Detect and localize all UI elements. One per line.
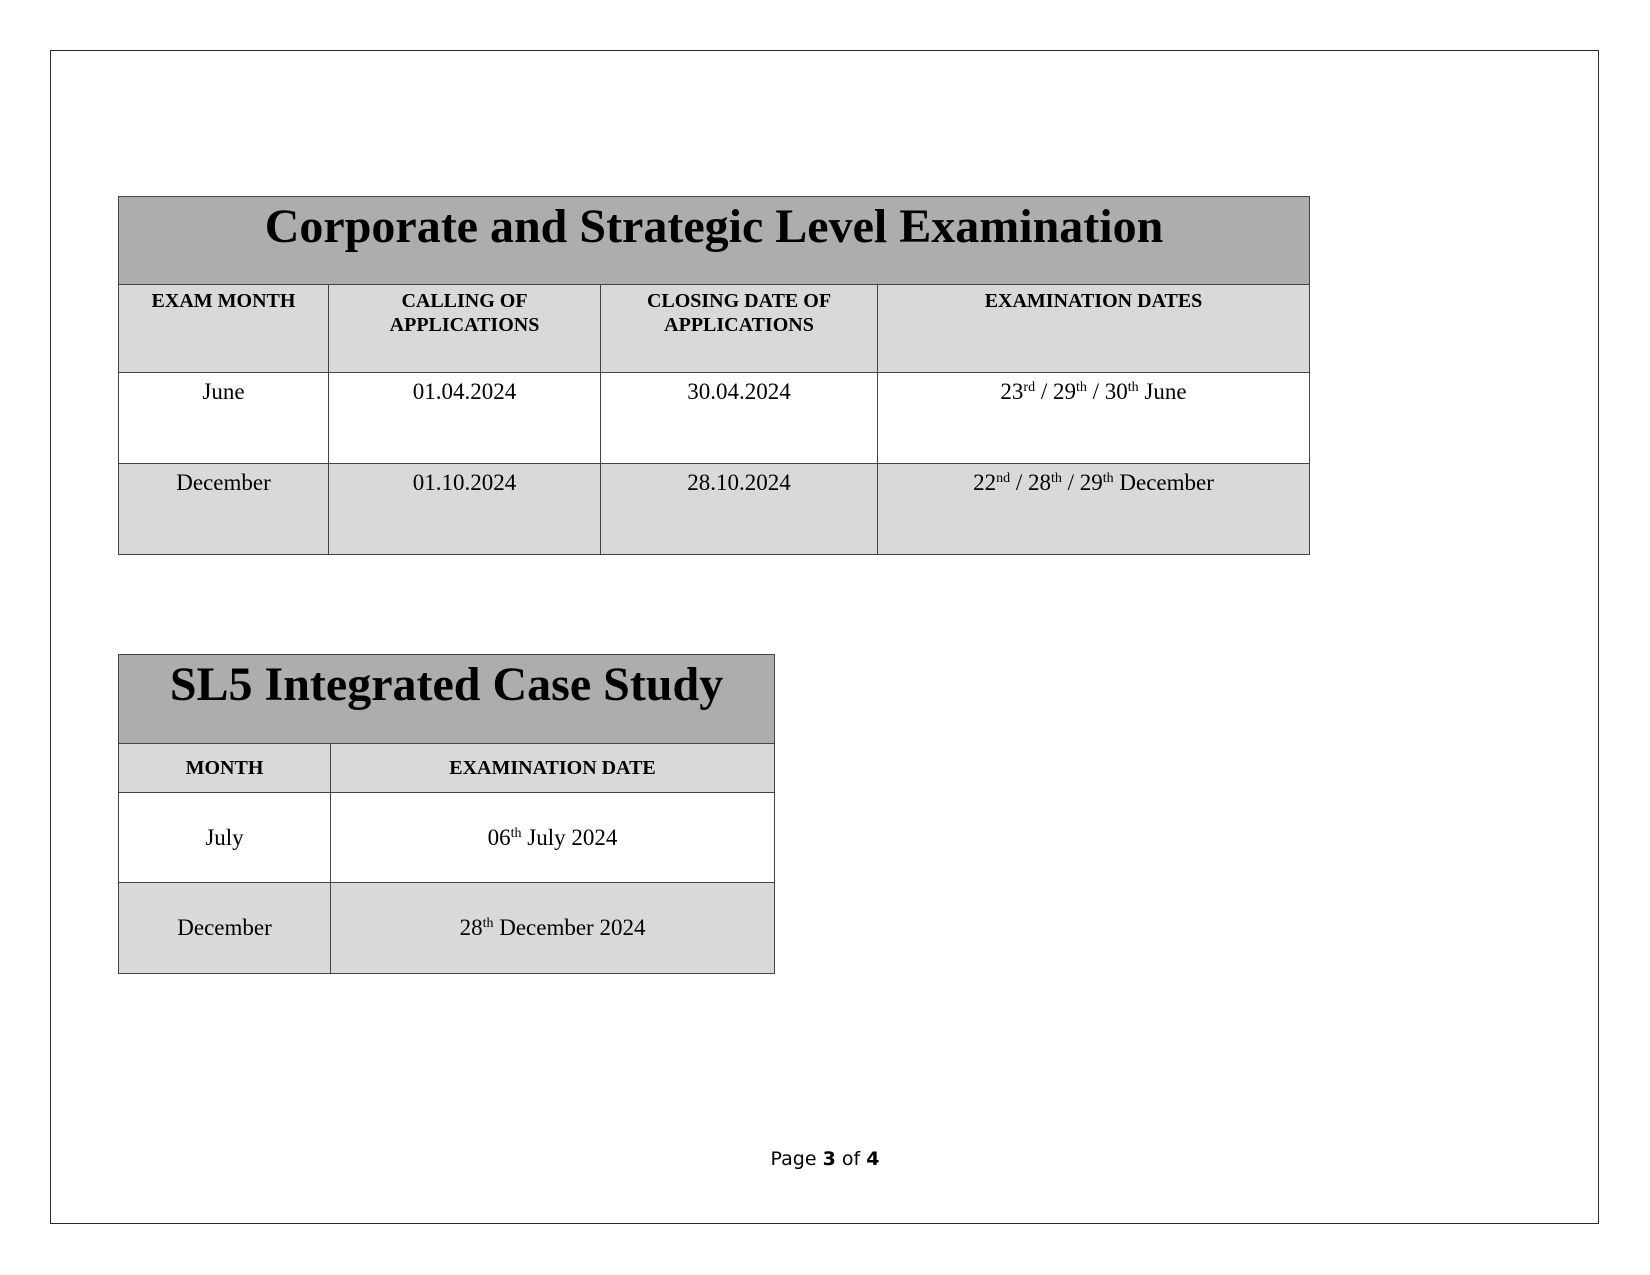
table-row — [119, 464, 1310, 555]
table-row — [119, 373, 1310, 464]
page-footer — [0, 1148, 1650, 1170]
cell-month: July — [119, 793, 331, 883]
page-label: Page — [770, 1148, 817, 1170]
cell-month: December — [119, 883, 331, 974]
table-row — [119, 883, 775, 974]
cell-month: June — [119, 373, 329, 464]
cell-exam-dates: 22nd / 28th / 29th December — [878, 464, 1310, 555]
cell-calling-date: 01.10.2024 — [329, 464, 601, 555]
header-examination-dates: EXAMINATION DATES — [878, 285, 1310, 373]
header-closing-date: CLOSING DATE OF APPLICATIONS — [601, 285, 878, 373]
total-page-number: 4 — [866, 1148, 880, 1170]
header-month: MONTH — [119, 744, 331, 793]
header-examination-date: EXAMINATION DATE — [331, 744, 775, 793]
of-label: of — [841, 1148, 861, 1170]
corporate-strategic-exam-table — [118, 196, 1310, 555]
header-calling-of-applications: CALLING OF APPLICATIONS — [329, 285, 601, 373]
table-title: Corporate and Strategic Level Examination — [119, 197, 1310, 285]
cell-calling-date: 01.04.2024 — [329, 373, 601, 464]
cell-exam-date: 06th July 2024 — [331, 793, 775, 883]
cell-month: December — [119, 464, 329, 555]
sl5-case-study-table — [118, 654, 775, 974]
cell-closing-date: 30.04.2024 — [601, 373, 878, 464]
cell-exam-date: 28th December 2024 — [331, 883, 775, 974]
cell-closing-date: 28.10.2024 — [601, 464, 878, 555]
current-page-number: 3 — [822, 1148, 836, 1170]
table-title: SL5 Integrated Case Study — [119, 655, 775, 744]
header-exam-month: EXAM MONTH — [119, 285, 329, 373]
cell-exam-dates: 23rd / 29th / 30th June — [878, 373, 1310, 464]
table-row — [119, 793, 775, 883]
